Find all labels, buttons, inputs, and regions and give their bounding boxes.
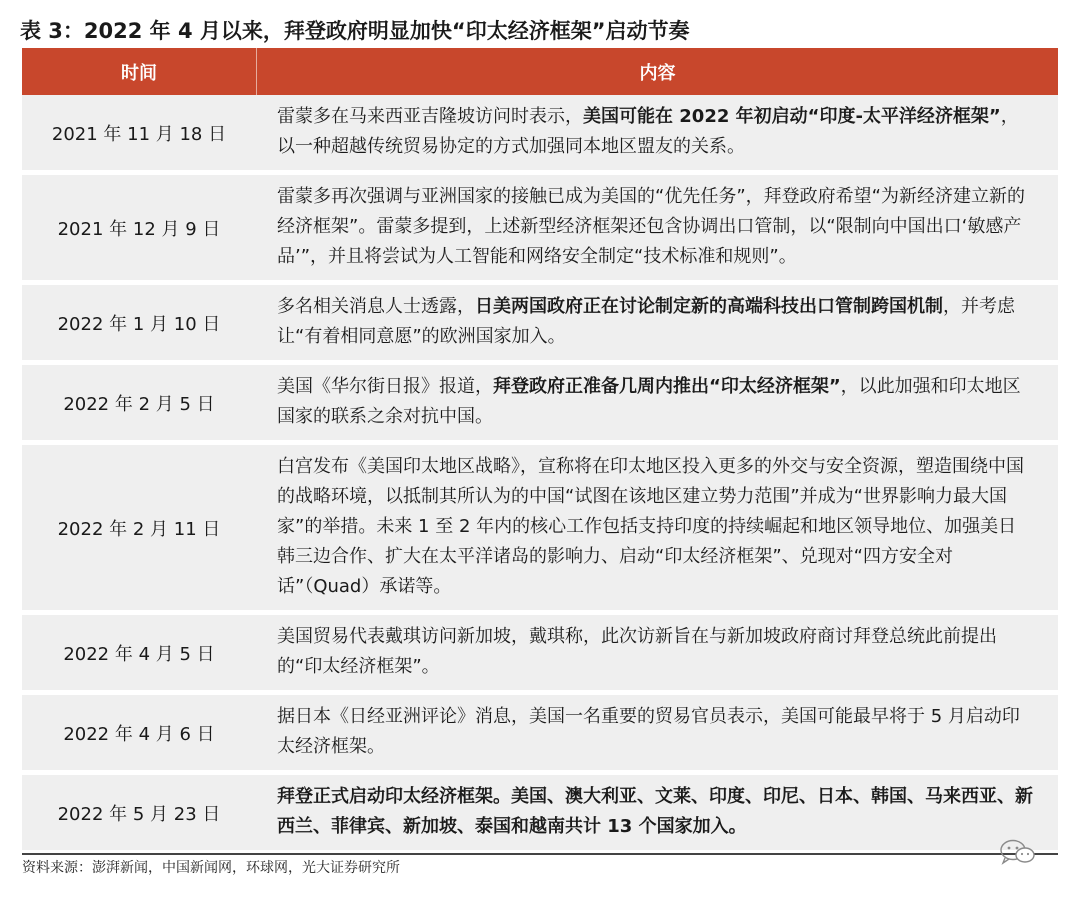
table-row <box>22 170 1058 280</box>
row-content <box>256 615 1058 690</box>
timeline-table <box>22 48 1058 850</box>
header-date: 时间 <box>121 62 157 84</box>
table-header <box>22 48 1058 95</box>
table-title: 表 3：2022 年 4 月以来，拜登政府明显加快“印太经济框架”启动节奏 <box>20 19 690 43</box>
table-body <box>22 95 1058 850</box>
row-content <box>256 175 1058 280</box>
row-date: 2022 年 2 月 11 日 <box>57 518 221 540</box>
row-content <box>256 775 1058 850</box>
content-text: 美国贸易代表戴琪访问新加坡，戴琪称，此次访新旨在与新加坡政府商讨拜登总统此前提出的“印太经济框架”。 <box>277 626 997 677</box>
table-row <box>22 440 1058 610</box>
content-text: 多名相关消息人士透露， <box>277 296 475 317</box>
row-content <box>256 445 1058 610</box>
content-text: ，以一种超越传统贸易协定的方式加强同本地区盟友的关系。 <box>277 106 1019 157</box>
content-text: 据日本《日经亚洲评论》消息，美国一名重要的贸易官员表示，美国可能最早将于 5 月启动印太经济框架。 <box>277 706 1020 757</box>
table-row <box>22 690 1058 770</box>
content-highlight: 日美两国政府正在讨论制定新的高端科技出口管制跨国机制 <box>475 296 943 317</box>
row-date: 2021 年 11 月 18 日 <box>51 123 227 145</box>
content-text: 美国《华尔街日报》报道， <box>277 376 493 397</box>
table-row <box>22 360 1058 440</box>
content-highlight: 拜登正式启动印太经济框架。美国、澳大利亚、文莱、印度、印尼、日本、韩国、马来西亚、新西兰、菲律宾、新加坡、泰国和越南共计 13 个国家加入。 <box>277 786 1033 837</box>
content-text: 白宫发布《美国印太地区战略》，宣称将在印太地区投入更多的外交与安全资源，塑造围绕中国的战略环境，以抵制其所认为的中国“试图在该地区建立势力范围”并成为“世界影响力最大国家”的举措。未来 1 至 2 年内的核心工作包括支持印度的持续崛起和地区领导地位、加强美日韩三边合作、扩大在太平洋诸岛的影响力、启动“印太经济框架”、兑现对“四方安全对话”（Quad）承诺等。 <box>277 456 1024 597</box>
content-text: ，并考虑让“有着相同意愿”的欧洲国家加入。 <box>277 296 1015 347</box>
content-text: 雷蒙多在马来西亚吉隆坡访问时表示， <box>277 106 583 127</box>
header-content: 内容 <box>639 62 676 84</box>
bottom-rule <box>22 853 1058 855</box>
row-content <box>256 95 1058 170</box>
table-row <box>22 610 1058 690</box>
content-highlight: 拜登政府正准备几周内推出“印太经济框架” <box>493 376 841 397</box>
row-date: 2022 年 4 月 6 日 <box>63 723 215 745</box>
source-note: 资料来源：澎湃新闻，中国新闻网，环球网，光大证券研究所 <box>22 860 400 876</box>
table-row <box>22 770 1058 850</box>
wechat-icon <box>996 836 1040 868</box>
row-date: 2022 年 4 月 5 日 <box>63 643 215 665</box>
row-date: 2022 年 1 月 10 日 <box>57 313 221 335</box>
row-date: 2022 年 2 月 5 日 <box>63 393 215 415</box>
row-date: 2022 年 5 月 23 日 <box>57 803 221 825</box>
table-row <box>22 280 1058 360</box>
table-row <box>22 95 1058 170</box>
row-content <box>256 365 1058 440</box>
content-text: ，以此加强和印太地区国家的联系之余对抗中国。 <box>277 376 1021 427</box>
content-highlight: 美国可能在 2022 年初启动“印度-太平洋经济框架” <box>583 106 1001 127</box>
row-content <box>256 285 1058 360</box>
content-text: 雷蒙多再次强调与亚洲国家的接触已成为美国的“优先任务”，拜登政府希望“为新经济建立新的经济框架”。雷蒙多提到，上述新型经济框架还包含协调出口管制，以“限制向中国出口‘敏感产品’”，并且将尝试为人工智能和网络安全制定“技术标准和规则”。 <box>277 186 1025 267</box>
row-date: 2021 年 12 月 9 日 <box>57 218 221 240</box>
row-content <box>256 695 1058 770</box>
